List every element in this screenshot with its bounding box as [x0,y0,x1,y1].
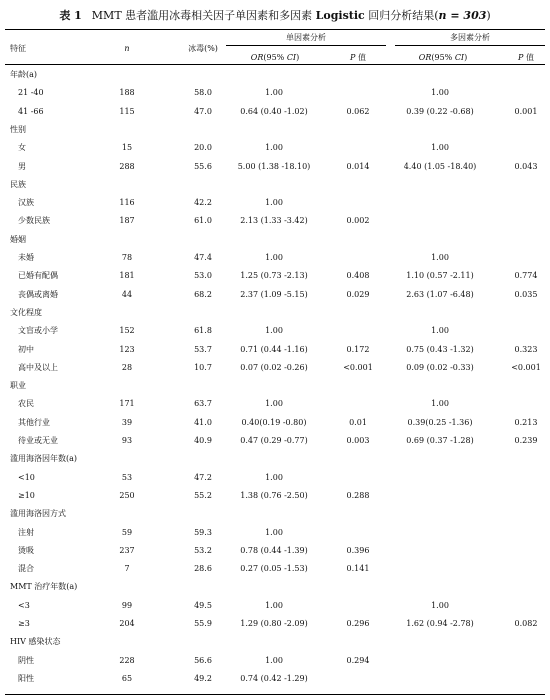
row-label: 初中 [18,344,34,354]
cell-rate: 56.6 [194,655,212,665]
cell-uni-p: 0.408 [346,271,370,281]
row-label: 阳性 [18,673,34,683]
row-label: 21 -40 [18,88,44,98]
table-number: 表 1 [59,9,82,22]
cell-uni-or: 0.78 (0.44 -1.39) [240,545,308,555]
header-uni-p: P 值 [350,53,366,62]
row-label: <3 [18,600,30,610]
cell-n: 78 [121,253,133,262]
cell-uni-or: 1.00 [265,88,283,98]
cell-uni-p: 0.288 [346,490,370,500]
row-label: 高中及以上 [18,362,58,372]
row-label: 男 [18,161,26,171]
cell-uni-or: 0.71 (0.44 -1.16) [240,344,308,354]
row-label: 41 -66 [18,106,44,116]
cell-n: 152 [119,326,135,336]
cell-multi-p: 0.213 [514,417,538,427]
cell-multi-or: 0.69 (0.37 -1.28) [406,436,474,445]
row-label: ≥10 [18,490,35,500]
cell-multi-or: 2.63 (1.07 -6.48) [406,289,474,299]
cell-uni-p: 0.003 [346,436,370,445]
cell-rate: 59.3 [194,527,212,537]
cell-multi-or: 1.00 [431,399,449,409]
cell-n: 28 [121,362,133,372]
header-feature: 特征 [10,44,26,53]
cell-n: 115 [119,106,135,116]
cell-uni-p: 0.014 [346,161,370,171]
category-label: 年龄(a) [10,70,38,79]
cell-rate: 49.5 [194,600,212,610]
cell-multi-p: <0.001 [511,362,541,372]
cell-multi-or: 4.40 (1.05 -18.40) [403,161,477,171]
cell-uni-p: 0.029 [346,289,370,299]
cell-uni-or: 0.47 (0.29 -0.77) [240,436,308,445]
cell-n: 39 [121,417,133,427]
cell-n: 65 [121,673,133,683]
cell-n: 237 [119,545,135,555]
cell-multi-or: 1.00 [431,600,449,610]
cell-multi-or: 0.09 (0.02 -0.33) [406,362,474,372]
table-title-suffix: 回归分析结果( [364,9,439,22]
cell-n: 93 [121,436,133,445]
cell-multi-p: 0.082 [514,619,538,628]
cell-uni-or: 1.38 (0.76 -2.50) [240,490,308,500]
cell-uni-p: 0.296 [346,619,370,628]
row-label: 混合 [18,564,34,574]
cell-uni-p: 0.294 [346,655,370,665]
cell-n: 99 [121,600,133,610]
cell-n: 228 [119,655,135,665]
cell-rate: 10.7 [194,362,212,372]
cell-uni-p: 0.062 [346,106,370,116]
cell-multi-p: 0.043 [514,161,538,171]
cell-uni-or: 1.00 [265,399,283,409]
top-rule [5,29,545,30]
category-label: 性别 [10,124,26,134]
cell-n: 288 [119,161,135,171]
row-label: 已婚有配偶 [18,271,58,281]
cell-uni-p: 0.396 [346,545,370,555]
cell-uni-p: 0.002 [346,216,370,226]
cell-rate: 53.7 [194,344,212,354]
header-multi-or-ci: OR(95% CI) [418,53,468,62]
table-title-end: ) [486,9,491,22]
cell-multi-or: 0.75 (0.43 -1.32) [406,344,474,354]
cell-uni-or: 2.37 (1.09 -5.15) [240,289,308,299]
cell-n: 59 [121,527,133,537]
row-label: 文盲或小学 [18,326,58,336]
cell-rate: 55.6 [194,161,212,171]
cell-multi-or: 1.00 [431,143,449,153]
cell-n: 171 [119,399,135,409]
cell-uni-or: 1.00 [265,472,283,482]
row-label: 丧偶或离婚 [18,289,58,299]
cell-uni-p: 0.141 [346,564,370,574]
cell-multi-or: 1.00 [431,88,449,98]
row-label: 女 [18,143,26,153]
cell-rate: 47.0 [194,106,212,116]
table-title-text: MMT 患者滥用冰毒相关因子单因素和多因素 [91,9,316,22]
cell-uni-or: 0.27 (0.05 -1.53) [240,564,308,574]
cell-rate: 68.2 [194,289,212,299]
cell-n: 116 [119,198,135,208]
row-label: ≥3 [18,619,30,628]
header-uni-group: 单因素分析 [286,33,326,42]
header-rate: 冰毒(%) [188,44,218,53]
cell-uni-or: 1.00 [265,527,283,537]
cell-uni-or: 0.74 (0.42 -1.29) [240,673,308,683]
cell-multi-or: 1.10 (0.57 -2.11) [406,271,474,281]
cell-rate: 20.0 [194,143,212,153]
table-title-logistic: Logistic [315,9,365,22]
cell-n: 181 [119,271,135,281]
cell-rate: 42.2 [194,198,212,208]
category-label: 文化程度 [10,307,42,317]
cell-uni-or: 1.00 [265,326,283,336]
category-label: 婚姻 [10,234,26,244]
cell-rate: 55.9 [194,619,212,628]
cell-n: 7 [124,564,130,574]
cell-multi-or: 0.39(0.25 -1.36) [407,417,473,427]
category-label: 职业 [10,381,26,391]
category-label: 民族 [10,179,26,189]
cell-uni-or: 1.00 [265,198,283,208]
row-label: <10 [18,472,35,482]
row-label: 农民 [18,399,34,409]
cell-rate: 40.9 [194,436,212,445]
cell-uni-p: 0.172 [346,344,370,354]
cell-multi-p: 0.774 [514,271,538,281]
cell-uni-or: 1.00 [265,253,283,262]
cell-multi-or: 1.00 [431,326,449,336]
cell-rate: 53.2 [194,545,212,555]
cell-n: 53 [121,472,133,482]
category-label: 滥用海洛因年数(a) [10,454,78,464]
cell-n: 15 [121,143,133,153]
cell-uni-or: 0.07 (0.02 -0.26) [240,362,308,372]
cell-rate: 61.0 [194,216,212,226]
cell-rate: 58.0 [194,88,212,98]
cell-multi-p: 0.239 [514,436,538,445]
cell-uni-or: 1.29 (0.80 -2.09) [240,619,308,628]
cell-n: 188 [119,88,135,98]
cell-rate: 47.4 [194,253,212,262]
cell-n: 204 [119,619,135,628]
cell-rate: 61.8 [194,326,212,336]
cell-uni-or: 0.40(0.19 -0.80) [241,417,307,427]
cell-rate: 47.2 [194,472,212,482]
row-label: 烫吸 [18,545,34,555]
cell-multi-or: 0.39 (0.22 -0.68) [406,106,474,116]
cell-uni-or: 1.00 [265,143,283,153]
row-label: 阴性 [18,655,34,665]
header-uni-or-ci: OR(95% CI) [250,53,300,62]
header-multi-group: 多因素分析 [450,33,490,42]
cell-n: 44 [121,289,133,299]
cell-rate: 41.0 [194,417,212,427]
cell-multi-or: 1.00 [431,253,449,262]
cell-uni-or: 1.00 [265,655,283,665]
row-label: 少数民族 [18,216,50,226]
cell-n: 123 [119,344,135,354]
cell-multi-p: 0.323 [514,344,538,354]
row-label: 未婚 [18,253,34,262]
table-title-n: n = 303 [438,9,487,22]
cell-uni-or: 0.64 (0.40 -1.02) [240,106,308,116]
cell-rate: 63.7 [194,399,212,409]
row-label: 注射 [18,527,34,537]
cell-multi-p: 0.035 [514,289,538,299]
category-label: 滥用海洛因方式 [10,509,66,519]
cell-rate: 55.2 [194,490,212,500]
header-n: n [124,44,130,53]
row-label: 其他行业 [18,417,50,427]
cell-uni-or: 1.25 (0.73 -2.13) [240,271,308,281]
table-title [0,7,550,23]
category-label: HIV 感染状态 [10,637,61,647]
row-label: 汉族 [18,198,34,208]
cell-uni-p: 0.01 [349,417,367,427]
row-label: 待业或无业 [18,436,58,445]
cell-multi-or: 1.62 (0.94 -2.78) [406,619,474,628]
cell-uni-or: 1.00 [265,600,283,610]
cell-n: 187 [119,216,135,226]
cell-rate: 28.6 [194,564,212,574]
bottom-rule [5,694,545,695]
cell-multi-p: 0.001 [514,106,538,116]
multi-group-rule [395,45,545,46]
cell-uni-p: <0.001 [343,362,373,372]
category-label: MMT 治疗年数(a) [10,582,78,592]
cell-n: 250 [119,490,135,500]
uni-group-rule [226,45,386,46]
cell-uni-or: 2.13 (1.33 -3.42) [240,216,308,226]
header-multi-p: P 值 [518,53,534,62]
cell-uni-or: 5.00 (1.38 -18.10) [237,161,311,171]
cell-rate: 49.2 [194,673,212,683]
header-rule [5,64,545,65]
cell-rate: 53.0 [194,271,212,281]
